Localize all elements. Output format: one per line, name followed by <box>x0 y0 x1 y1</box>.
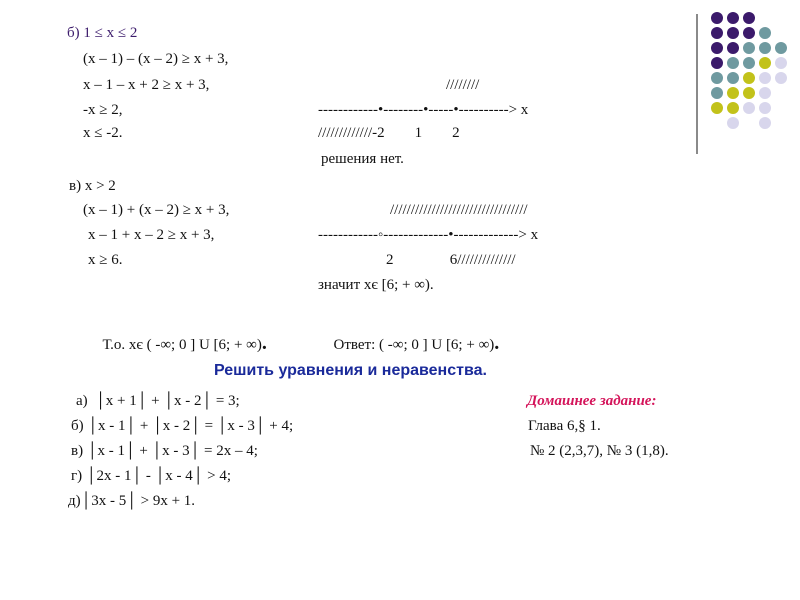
decor-dot <box>711 57 723 69</box>
part-c-title: в) x > 2 <box>69 178 116 194</box>
decor-dot <box>759 87 771 99</box>
part-b-step: x – 1 – x + 2 ≥ x + 3, <box>83 77 210 93</box>
decor-dot <box>743 12 755 24</box>
decor-divider <box>696 14 698 154</box>
decor-dot <box>711 42 723 54</box>
part-c-step: x – 1 + x – 2 ≥ x + 3, <box>88 227 215 243</box>
decor-dot <box>727 87 739 99</box>
decor-dot <box>775 42 787 54</box>
decor-dot <box>711 12 723 24</box>
decor-dot <box>743 72 755 84</box>
decor-dot <box>759 42 771 54</box>
part-c-step: (x – 1) + (x – 2) ≥ x + 3, <box>83 202 230 218</box>
task-item: в) │x - 1│ + │x - 3│ = 2x – 4; <box>71 443 258 459</box>
task-item: г) │2x - 1│ - │x - 4│ > 4; <box>71 468 232 484</box>
part-b-step: (x – 1) – (x – 2) ≥ x + 3, <box>83 51 229 67</box>
decor-dot <box>759 117 771 129</box>
decor-dot <box>759 72 771 84</box>
decor-dot <box>711 72 723 84</box>
part-c-axis-hatch: ///////////////////////////////// <box>390 202 528 218</box>
part-b-conclusion: решения нет. <box>321 151 404 167</box>
decor-dot <box>727 42 739 54</box>
decor-dot <box>727 12 739 24</box>
decor-dot <box>759 102 771 114</box>
decor-dot <box>727 27 739 39</box>
part-b-axis-hatch: //////// <box>446 77 480 93</box>
decor-dot <box>775 72 787 84</box>
homework-title: Домашнее задание: <box>527 393 657 409</box>
decor-dot <box>743 87 755 99</box>
decor-dot <box>743 57 755 69</box>
decor-dot <box>743 102 755 114</box>
decor-dot <box>759 57 771 69</box>
decor-dot <box>727 102 739 114</box>
part-b-step: -x ≥ 2, <box>83 102 123 118</box>
part-b-step: x ≤ -2. <box>83 125 123 141</box>
summary-answer-dot: . <box>494 332 500 354</box>
summary-total-text: Т.о. xє ( -∞; 0 ] U [6; + ∞) <box>102 337 262 353</box>
homework-exercises: № 2 (2,3,7), № 3 (1,8). <box>530 443 669 459</box>
decor-dot <box>727 117 739 129</box>
decor-dot <box>743 42 755 54</box>
part-b-title: б) 1 ≤ x ≤ 2 <box>67 25 138 41</box>
task-item: а) │x + 1│ + │x - 2│ = 3; <box>76 393 240 409</box>
part-b-axis-labels: /////////////-2 1 2 <box>318 125 460 141</box>
part-c-step: x ≥ 6. <box>88 252 123 268</box>
homework-chapter: Глава 6,§ 1. <box>528 418 601 434</box>
decor-dot <box>775 57 787 69</box>
summary-total-dot: . <box>261 332 267 354</box>
summary-total <box>95 316 267 354</box>
part-b-number-line: ------------•--------•-----•----------> x <box>318 102 529 118</box>
decor-dot <box>711 87 723 99</box>
part-c-number-line: ------------◦-------------•-------------> x <box>318 227 539 243</box>
part-c-axis-labels: 2 6////////////// <box>386 252 516 268</box>
decor-dot <box>759 27 771 39</box>
task-heading: Решить уравнения и неравенства. <box>214 362 487 379</box>
summary-answer-text: Ответ: ( -∞; 0 ] U [6; + ∞) <box>333 337 495 353</box>
task-item: б) │x - 1│ + │x - 2│ = │x - 3│ + 4; <box>71 418 294 434</box>
decor-dot <box>743 27 755 39</box>
decor-dot <box>711 102 723 114</box>
decor-dot <box>711 27 723 39</box>
decor-dot <box>727 72 739 84</box>
part-c-conclusion: значит xє [6; + ∞). <box>318 277 434 293</box>
decor-dot <box>727 57 739 69</box>
summary-answer <box>326 316 499 354</box>
task-item: д)│3x - 5│ > 9x + 1. <box>68 493 196 509</box>
